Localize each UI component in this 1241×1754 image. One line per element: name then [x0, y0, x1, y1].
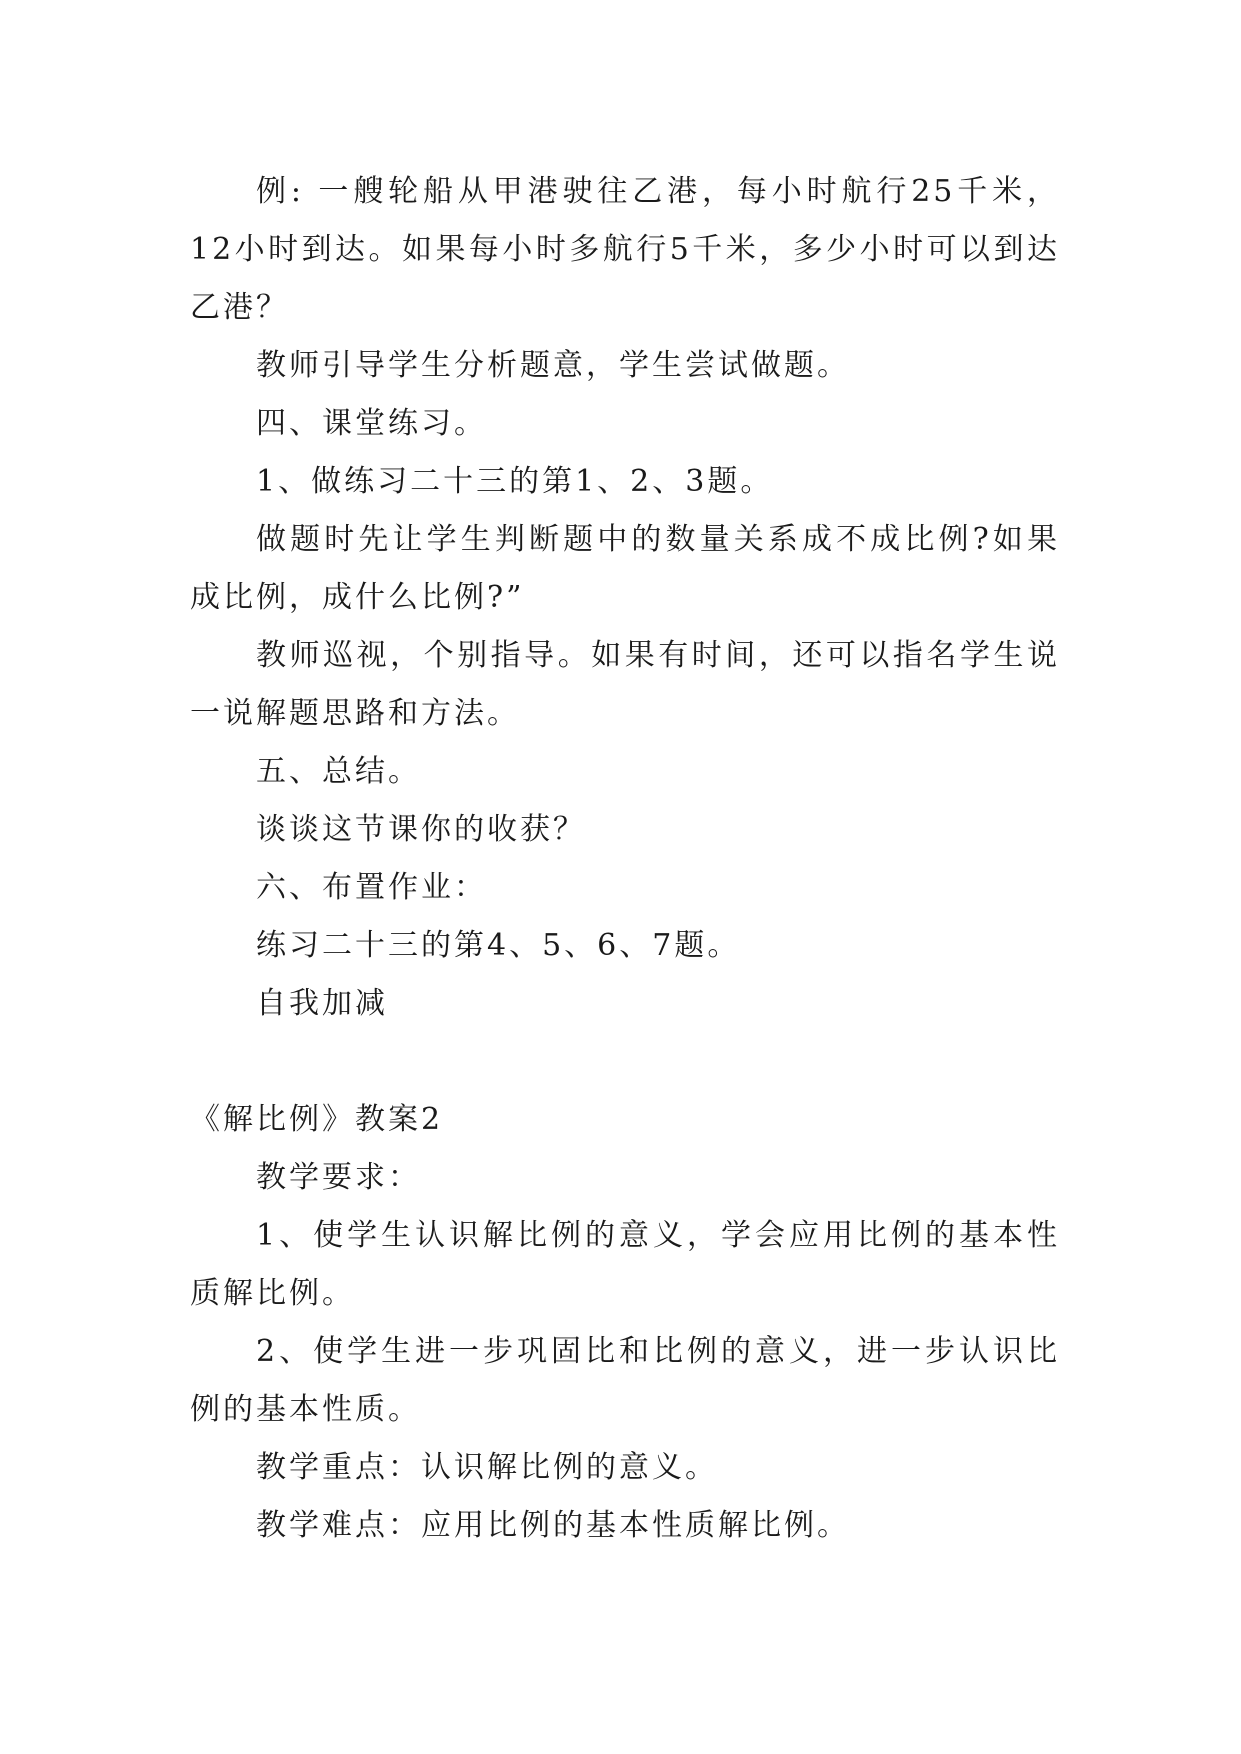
paragraph-requirement-2: 2、使学生进一步巩固比和比例的意义，进一步认识比例的基本性质。	[190, 1334, 1060, 1427]
paragraph-self-adjust: 自我加减	[256, 986, 388, 1021]
paragraph-teaching-difficulty: 教学难点：应用比例的基本性质解比例。	[256, 1508, 850, 1543]
heading-classroom-practice: 四、课堂练习。	[256, 406, 487, 441]
paragraph-requirement-1: 1、使学生认识解比例的意义，学会应用比例的基本性质解比例。	[190, 1218, 1060, 1311]
paragraph-teacher-patrol: 教师巡视，个别指导。如果有时间，还可以指名学生说一说解题思路和方法。	[190, 638, 1060, 731]
heading-summary: 五、总结。	[256, 754, 421, 789]
paragraph-homework-items: 练习二十三的第4、5、6、7题。	[256, 928, 741, 963]
section-spacer	[190, 1033, 1060, 1091]
paragraph-teaching-focus: 教学重点：认识解比例的意义。	[256, 1450, 718, 1485]
heading-homework: 六、布置作业：	[256, 870, 487, 905]
paragraph-exercise-1: 1、做练习二十三的第1、2、3题。	[256, 464, 774, 499]
paragraph-harvest: 谈谈这节课你的收获？	[256, 812, 586, 847]
document-body	[190, 163, 1060, 1555]
paragraph-teaching-requirements: 教学要求：	[256, 1160, 421, 1195]
paragraph-example-problem: 例: 一艘轮船从甲港驶往乙港，每小时航行25千米，12小时到达。如果每小时多航行5千米，多少小时可以到达乙港？	[190, 174, 1060, 325]
paragraph-teacher-guide: 教师引导学生分析题意，学生尝试做题。	[256, 348, 850, 383]
section-title: 《解比例》教案2	[190, 1102, 444, 1137]
paragraph-judge-proportion: 做题时先让学生判断题中的数量关系成不成比例?如果成比例，成什么比例?”	[190, 522, 1060, 615]
